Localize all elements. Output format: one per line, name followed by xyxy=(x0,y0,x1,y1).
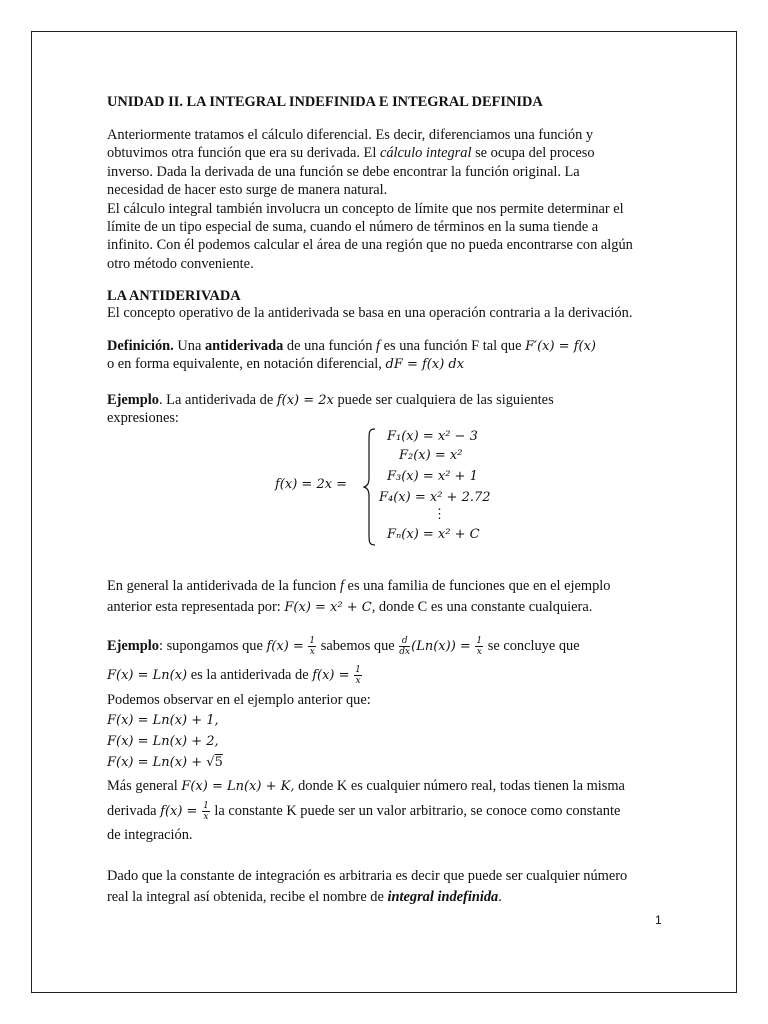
system-lhs: f(x) = 2x = xyxy=(275,477,348,492)
section-heading-antiderivada: LA ANTIDERIVADA xyxy=(107,288,241,304)
derivative-operator: $\frac{d}{dx}$ xyxy=(399,636,411,657)
fraction: $\frac{1}{x}$ xyxy=(355,665,361,686)
case-3: F₃(x) = x² + 1 xyxy=(387,469,478,484)
intro-line: necesidad de hacer esto surge de manera natural. xyxy=(107,182,388,199)
observation-line: Podemos observar en el ejemplo anterior que: xyxy=(107,692,371,708)
intro-line: inverso. Dada la derivada de una función se debe encontrar la función original. La xyxy=(107,163,580,180)
fraction: $\frac{1}{x}$ xyxy=(476,636,483,657)
vertical-ellipsis: ⋮ xyxy=(433,507,446,522)
intro-line: otro método conveniente. xyxy=(107,255,254,272)
formula: F′(x) = f(x) xyxy=(525,339,596,354)
antiderivada-intro: El concepto operativo de la antiderivada se basa en una operación contraria a la derivación. xyxy=(107,305,633,321)
case-n: Fₙ(x) = x² + C xyxy=(387,527,480,542)
final-line-2: real la integral así obtenida, recibe el nombre de integral indefinida. xyxy=(107,889,502,905)
example-2-line: Ejemplo: supongamos que f(x) = $\frac{1}{x}$ sabemos que $\frac{d}{dx}$ (Ln(x)) = $\frac{1}{x}$ se concluye que xyxy=(107,636,580,657)
general-k-line: Más general F(x) = Ln(x) + K, donde K es cualquier número real, todas tienen la misma xyxy=(107,778,625,794)
definition-line-2: o en forma equivalente, en notación diferencial, dF = f(x) dx xyxy=(107,356,465,372)
formula: F(x) = x² + C xyxy=(284,600,372,615)
example-2-line-2: F(x) = Ln(x) es la antiderivada de f(x) = $\frac{1}{x}$ xyxy=(107,665,361,686)
derivative-line: derivada f(x) = $\frac{1}{x}$ la constante K puede ser un valor arbitrario, se conoce como constante xyxy=(107,801,621,822)
derivative-line-2: de integración. xyxy=(107,827,193,843)
intro-line: límite de un tipo especial de suma, cuando el número de términos en la suma tiende a xyxy=(107,219,599,236)
left-brace-icon xyxy=(363,428,377,546)
case-2: F₂(x) = x² xyxy=(399,448,463,463)
intro-line: El cálculo integral también involucra un concepto de límite que nos permite determinar el xyxy=(107,200,624,217)
example-1-line-2: expresiones: xyxy=(107,410,179,426)
intro-line: Anteriormente tratamos el cálculo diferencial. Es decir, diferenciamos una función y xyxy=(107,127,594,143)
example-eq-1: F(x) = Ln(x) + 1, xyxy=(107,713,219,728)
formula: dF = f(x) dx xyxy=(385,357,465,372)
intro-line: infinito. Con él podemos calcular el área de una región que no pueda encontrarse con algún xyxy=(107,237,633,254)
antiderivative-system xyxy=(275,428,505,548)
example-eq-2: F(x) = Ln(x) + 2, xyxy=(107,734,219,749)
general-line-1: En general la antiderivada de la funcion f es una familia de funciones que en el ejemplo xyxy=(107,578,611,594)
emphasis-text: integral indefinida xyxy=(387,889,499,905)
case-1: F₁(x) = x² − 3 xyxy=(387,429,478,444)
example-eq-3: F(x) = Ln(x) + √5 xyxy=(107,755,223,770)
definition-label: Definición. xyxy=(107,338,174,354)
final-line-1: Dado que la constante de integración es arbitraria es decir que puede ser cualquier número xyxy=(107,868,628,884)
emphasis-text: cálculo integral xyxy=(379,145,472,162)
example-label: Ejemplo xyxy=(107,637,159,654)
example-label: Ejemplo xyxy=(107,392,159,408)
general-line-2: anterior esta representada por: F(x) = x² + C, donde C es una constante cualquiera. xyxy=(107,599,593,615)
fraction: $\frac{1}{x}$ xyxy=(309,636,316,657)
page-number: 1 xyxy=(655,913,662,927)
formula: f(x) = 2x xyxy=(276,393,334,408)
case-4: F₄(x) = x² + 2.72 xyxy=(379,490,491,505)
page-title: UNIDAD II. LA INTEGRAL INDEFINIDA E INTEGRAL DEFINIDA xyxy=(107,94,543,110)
intro-paragraph xyxy=(107,126,667,273)
fraction: $\frac{1}{x}$ xyxy=(203,801,209,822)
definition-line: Definición. Una antiderivada de una función f es una función F tal que F′(x) = f(x) xyxy=(107,338,596,354)
intro-line: obtuvimos otra función que era su derivada. El cálculo integral se ocupa del proceso xyxy=(107,145,595,162)
example-1-line: Ejemplo. La antiderivada de f(x) = 2x puede ser cualquiera de las siguientes xyxy=(107,392,554,408)
